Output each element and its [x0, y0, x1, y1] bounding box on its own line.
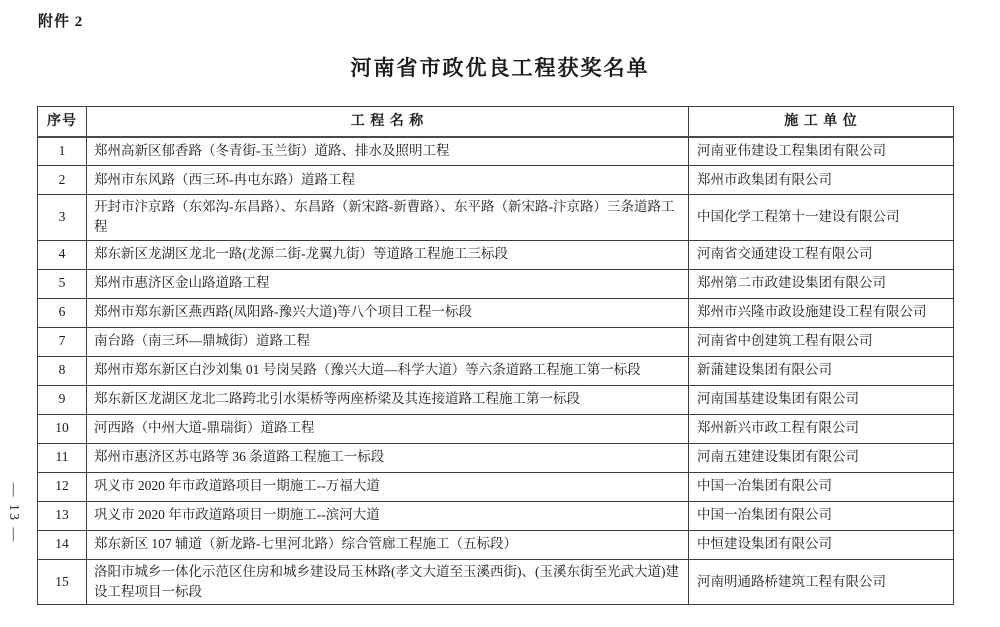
row-number-cell: 2 — [38, 166, 87, 195]
company-name-cell: 中恒建设集团有限公司 — [689, 530, 954, 559]
row-number-cell: 8 — [38, 356, 87, 385]
project-name-cell: 洛阳市城乡一体化示范区住房和城乡建设局玉林路(孝文大道至玉溪西街)、(玉溪东街至光武大道)建设工程项目一标段 — [87, 559, 689, 605]
table-row — [38, 501, 954, 530]
company-name-cell: 河南亚伟建设工程集团有限公司 — [689, 137, 954, 166]
project-name-cell: 郑州市东风路（西三环-冉屯东路）道路工程 — [87, 166, 689, 195]
header-project: 工 程 名 称 — [87, 107, 689, 137]
row-number-cell: 9 — [38, 385, 87, 414]
table-row — [38, 240, 954, 269]
project-name-cell: 巩义市 2020 年市政道路项目一期施工--滨河大道 — [87, 501, 689, 530]
company-name-cell: 河南国基建设集团有限公司 — [689, 385, 954, 414]
row-number-cell: 14 — [38, 530, 87, 559]
table-row — [38, 166, 954, 195]
row-number-cell: 6 — [38, 298, 87, 327]
project-name-cell: 郑东新区 107 辅道（新龙路-七里河北路）综合管廊工程施工（五标段） — [87, 530, 689, 559]
header-company: 施 工 单 位 — [689, 107, 954, 137]
row-number-cell: 7 — [38, 327, 87, 356]
table-row — [38, 327, 954, 356]
row-number-cell: 15 — [38, 559, 87, 605]
project-name-cell: 河西路（中州大道-鼎瑞街）道路工程 — [87, 414, 689, 443]
table-row — [38, 385, 954, 414]
project-name-cell: 郑州高新区郁香路（冬青街-玉兰街）道路、排水及照明工程 — [87, 137, 689, 166]
row-number-cell: 11 — [38, 443, 87, 472]
company-name-cell: 郑州市兴隆市政设施建设工程有限公司 — [689, 298, 954, 327]
row-number-cell: 4 — [38, 240, 87, 269]
award-table — [37, 106, 954, 605]
table-body — [38, 137, 954, 605]
table-header — [38, 107, 954, 137]
page-title: 河南省市政优良工程获奖名单 — [350, 56, 650, 80]
table-row — [38, 559, 954, 605]
row-number-cell: 5 — [38, 269, 87, 298]
attachment-label: 附件 2 — [38, 14, 84, 30]
project-name-cell: 郑州市惠济区金山路道路工程 — [87, 269, 689, 298]
company-name-cell: 郑州第二市政建设集团有限公司 — [689, 269, 954, 298]
row-number-cell: 1 — [38, 137, 87, 166]
table-row — [38, 356, 954, 385]
project-name-cell: 南台路（南三环—鼎城街）道路工程 — [87, 327, 689, 356]
company-name-cell: 中国一冶集团有限公司 — [689, 501, 954, 530]
table-row — [38, 443, 954, 472]
row-number-cell: 3 — [38, 195, 87, 241]
company-name-cell: 河南省中创建筑工程有限公司 — [689, 327, 954, 356]
company-name-cell: 新蒲建设集团有限公司 — [689, 356, 954, 385]
row-number-cell: 12 — [38, 472, 87, 501]
project-name-cell: 郑州市郑东新区白沙刘集 01 号岗吴路（豫兴大道—科学大道）等六条道路工程施工第一标段 — [87, 356, 689, 385]
project-name-cell: 郑州市郑东新区燕西路(凤阳路-豫兴大道)等八个项目工程一标段 — [87, 298, 689, 327]
table-row — [38, 530, 954, 559]
company-name-cell: 中国化学工程第十一建设有限公司 — [689, 195, 954, 241]
project-name-cell: 郑州市惠济区苏屯路等 36 条道路工程施工一标段 — [87, 443, 689, 472]
table-row — [38, 269, 954, 298]
project-name-cell: 郑东新区龙湖区龙北一路(龙源二街-龙翼九街）等道路工程施工三标段 — [87, 240, 689, 269]
company-name-cell: 中国一冶集团有限公司 — [689, 472, 954, 501]
table-row — [38, 298, 954, 327]
header-no: 序号 — [38, 107, 87, 137]
company-name-cell: 河南省交通建设工程有限公司 — [689, 240, 954, 269]
project-name-cell: 巩义市 2020 年市政道路项目一期施工--万福大道 — [87, 472, 689, 501]
header-row — [38, 107, 954, 137]
table-row — [38, 195, 954, 241]
table-row — [38, 472, 954, 501]
table-row — [38, 137, 954, 166]
company-name-cell: 郑州新兴市政工程有限公司 — [689, 414, 954, 443]
company-name-cell: 河南五建建设集团有限公司 — [689, 443, 954, 472]
project-name-cell: 开封市汴京路（东郊沟-东昌路）、东昌路（新宋路-新曹路）、东平路（新宋路-汴京路）三条道路工程 — [87, 195, 689, 241]
row-number-cell: 13 — [38, 501, 87, 530]
page-number: — 13 — — [6, 482, 21, 544]
project-name-cell: 郑东新区龙湖区龙北二路跨北引水渠桥等两座桥梁及其连接道路工程施工第一标段 — [87, 385, 689, 414]
company-name-cell: 郑州市政集团有限公司 — [689, 166, 954, 195]
table-row — [38, 414, 954, 443]
row-number-cell: 10 — [38, 414, 87, 443]
company-name-cell: 河南明通路桥建筑工程有限公司 — [689, 559, 954, 605]
